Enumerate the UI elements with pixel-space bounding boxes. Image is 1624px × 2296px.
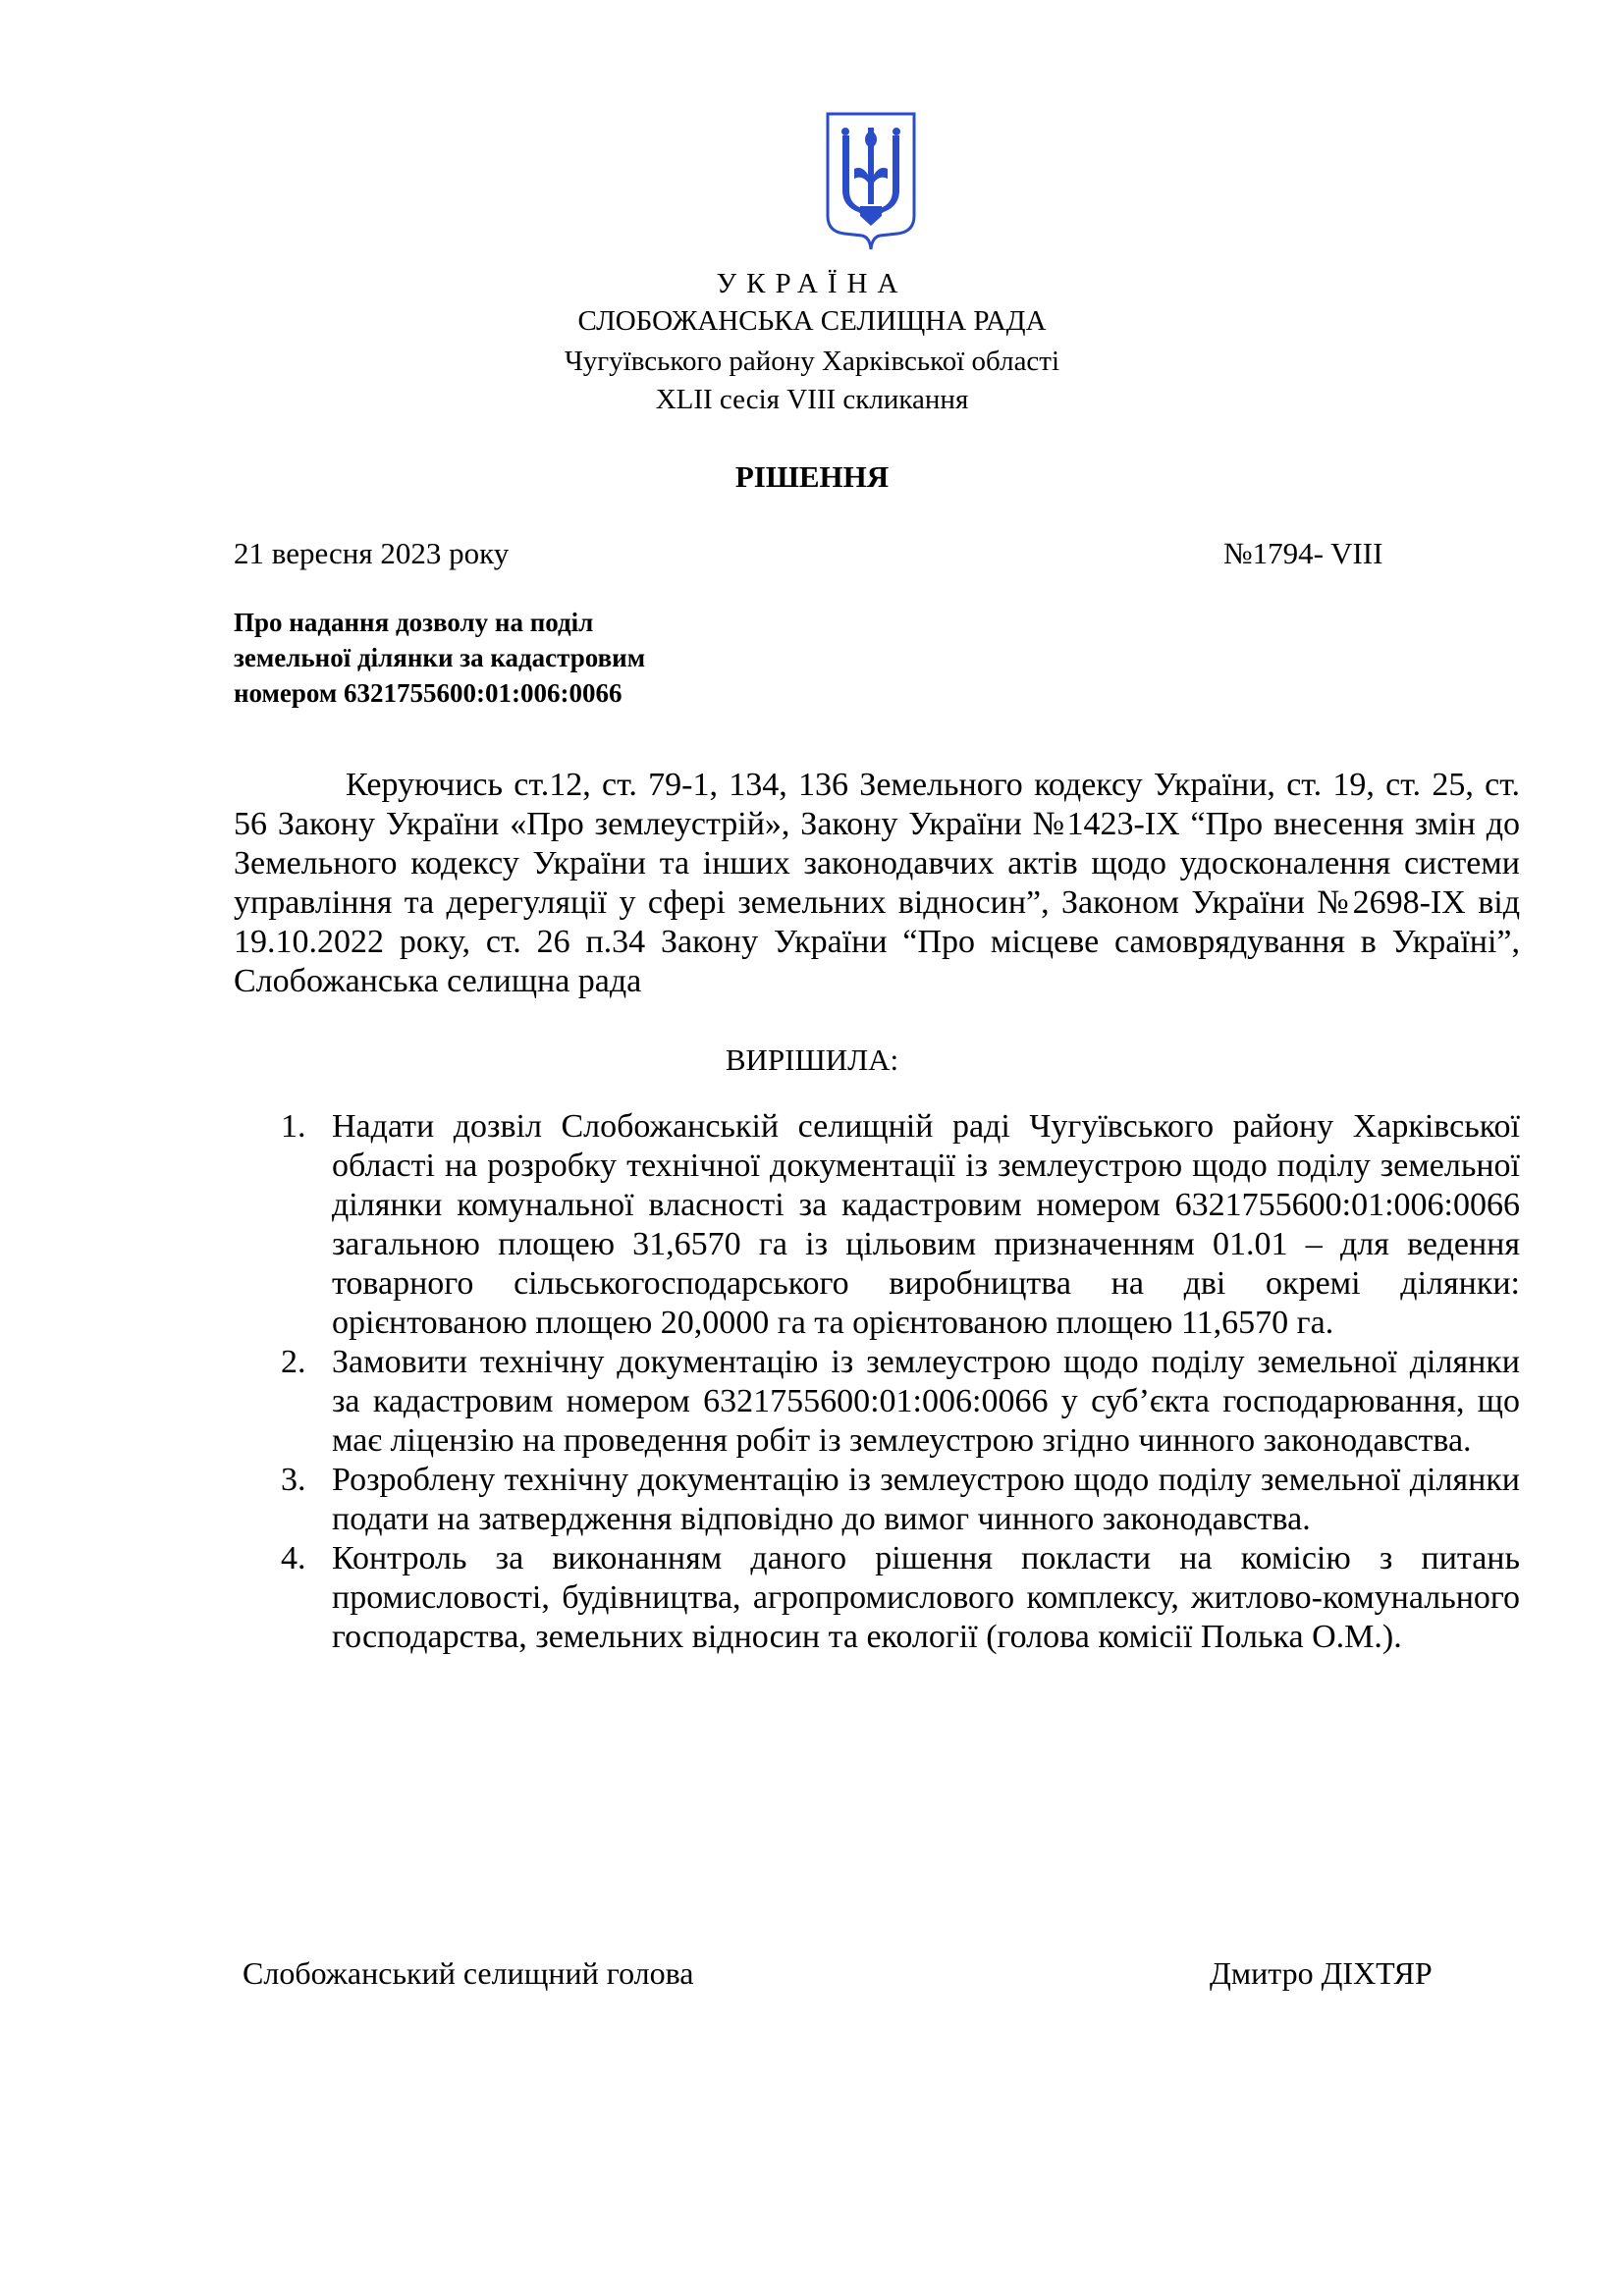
decision-list: [234, 1107, 1520, 1657]
item-text: Контроль за виконанням даного рішення покласти на комісію з питань промисловості, будівництва, агропромислового комплексу, житлово-комунального господарства, земельних відносин та екології (голова комісії Полька О.М.).: [332, 1540, 1520, 1655]
document-subject: [234, 605, 645, 711]
signature-name: Дмитро ДІХТЯР: [1210, 1955, 1433, 1991]
header-country: УКРАЇНА: [716, 268, 908, 299]
coat-of-arms-icon: [823, 110, 919, 253]
header-council: СЛОБОЖАНСЬКА СЕЛИЩНА РАДА: [577, 305, 1047, 337]
subject-line: номером 6321755600:01:006:0066: [234, 678, 623, 708]
decision-item: [234, 1343, 1520, 1461]
item-text: Розроблену технічну документацію із землеустрою щодо поділу земельної ділянки подати на затвердження відповідно до вимог чинного законодавства.: [332, 1462, 1520, 1537]
item-text: Надати дозвіл Слобожанській селищній раді Чугуївського району Харківської області на розробку технічної документації із землеустрою щодо поділу земельної ділянки комунальної власності за кадастровим номером 6321755600:01:006:0066 загальною площею 31,6570 га із цільовим призначенням 01.01 – для ведення товарного сільськогосподарського виробництва на дві окремі ділянки: орієнтованою площею 20,0000 га та орієнтованою площею 11,6570 га.: [332, 1108, 1520, 1341]
subject-line: Про надання дозволу на поділ: [234, 608, 594, 637]
decision-item: [234, 1107, 1520, 1343]
signature-position: Слобожанський селищний голова: [243, 1955, 694, 1991]
decision-item: [234, 1539, 1520, 1657]
item-number: 3.: [281, 1462, 306, 1498]
subject-line: земельної ділянки за кадастровим: [234, 643, 646, 672]
resolved-heading: ВИРІШИЛА:: [725, 1042, 899, 1077]
header-session: XLII сесія VIII скликання: [655, 384, 969, 415]
preamble-paragraph: Керуючись ст.12, ст. 79-1, 134, 136 Земельного кодексу України, ст. 19, ст. 25, ст. 56 Закону України «Про землеустрій», Закону України №1423-IX “Про внесення змін до Земельного кодексу України та інших законодавчих актів щодо удосконалення системи управління та дерегуляції у сфері земельних відносин”, Законом України №2698-IX від 19.10.2022 року, ст. 26 п.34 Закону України “Про місцеве самоврядування в Україні”, Слобожанська селищна рада: [234, 767, 1520, 999]
document-date: 21 вересня 2023 року: [234, 536, 510, 570]
decision-item: [234, 1461, 1520, 1539]
item-number: 2.: [281, 1344, 306, 1380]
header-district: Чугуївського району Харківської області: [564, 346, 1060, 377]
item-number: 4.: [281, 1540, 306, 1576]
document-number: №1794- VIII: [1223, 536, 1383, 570]
document-title: РІШЕННЯ: [734, 459, 890, 494]
item-number: 1.: [281, 1108, 306, 1145]
item-text: Замовити технічну документацію із землеустрою щодо поділу земельної ділянки за кадастровим номером 6321755600:01:006:0066 у суб’єкта господарювання, що має ліцензію на проведення робіт із землеустрою згідно чинного законодавства.: [332, 1344, 1520, 1459]
